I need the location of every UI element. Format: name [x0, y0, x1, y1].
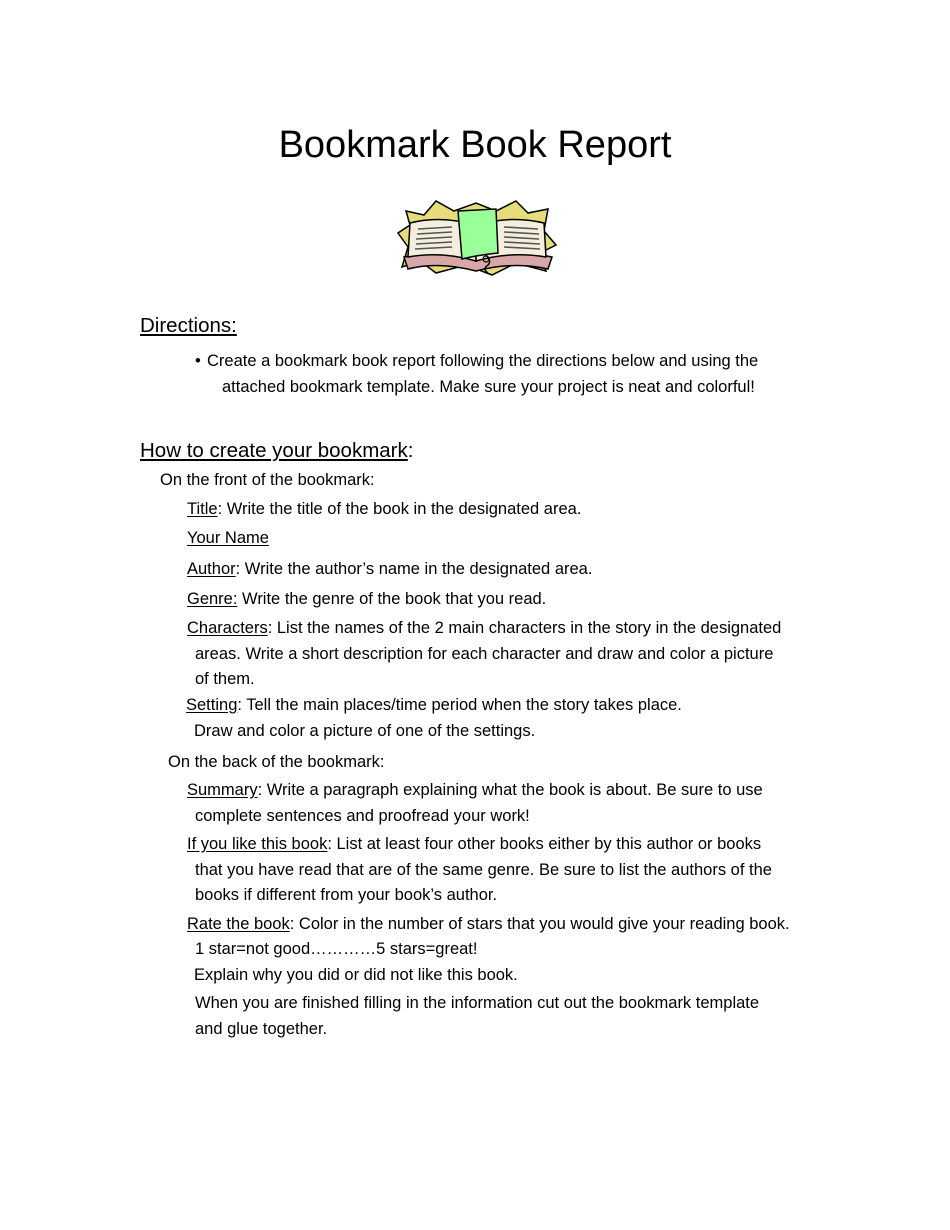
- open-book-with-bookmark-icon: [396, 197, 558, 277]
- characters-item: [187, 618, 781, 638]
- summary-text-1: : Write a paragraph explaining what the book is about. Be sure to use: [257, 781, 763, 799]
- characters-text-1: : List the names of the 2 main characters in the story in the designated: [267, 619, 782, 637]
- title-text: : Write the title of the book in the designated area.: [217, 500, 582, 518]
- summary-text-2: complete sentences and proofread your work!: [195, 807, 530, 825]
- genre-text: Write the genre of the book that you read.: [237, 590, 547, 608]
- genre-label: Genre:: [187, 590, 238, 608]
- characters-text-2: areas. Write a short description for each character and draw and color a picture: [195, 645, 774, 663]
- like-text-3: books if different from your book’s author.: [195, 886, 498, 904]
- rate-item: [187, 914, 790, 934]
- bullet-icon: •: [195, 352, 201, 370]
- like-label: If you like this book: [187, 835, 328, 853]
- characters-text-3: of them.: [195, 670, 255, 688]
- how-to-heading: [140, 439, 413, 463]
- author-text: : Write the author’s name in the designated area.: [235, 560, 593, 578]
- back-intro: On the back of the bookmark:: [168, 753, 385, 771]
- setting-text-1: : Tell the main places/time period when the story takes place.: [237, 696, 682, 714]
- like-text-2: that you have read that are of the same genre. Be sure to list the authors of the: [195, 861, 772, 879]
- page-title: Bookmark Book Report: [278, 124, 672, 166]
- directions-heading: Directions:: [140, 314, 237, 337]
- directions-line-2: attached bookmark template. Make sure your project is neat and colorful!: [222, 378, 755, 396]
- setting-label: Setting: [186, 696, 238, 714]
- summary-label: Summary: [187, 781, 258, 799]
- how-to-heading-text: How to create your bookmark: [140, 439, 408, 462]
- like-text-1: : List at least four other books either by this author or books: [327, 835, 762, 853]
- like-item: [187, 834, 761, 854]
- finish-text-2: and glue together.: [195, 1020, 328, 1038]
- your-name-item: Your Name: [187, 529, 269, 547]
- characters-label: Characters: [187, 619, 268, 637]
- rate-text-1: : Color in the number of stars that you would give your reading book.: [289, 915, 790, 933]
- rate-text-2: 1 star=not good…………5 stars=great!: [195, 940, 478, 958]
- front-intro: On the front of the bookmark:: [160, 471, 375, 489]
- title-item: [187, 499, 581, 519]
- rate-text-3: Explain why you did or did not like this book.: [194, 966, 518, 984]
- setting-item: [186, 695, 682, 715]
- author-label: Author: [187, 560, 236, 578]
- setting-text-2: Draw and color a picture of one of the settings.: [194, 722, 536, 740]
- author-item: [187, 559, 592, 579]
- directions-line-1: Create a bookmark book report following the directions below and using the: [207, 352, 759, 370]
- how-to-heading-colon: :: [407, 439, 414, 462]
- rate-label: Rate the book: [187, 915, 290, 933]
- finish-text-1: When you are finished filling in the information cut out the bookmark template: [195, 994, 760, 1012]
- summary-item: [187, 780, 763, 800]
- genre-item: [187, 589, 546, 609]
- title-label: Title: [187, 500, 218, 518]
